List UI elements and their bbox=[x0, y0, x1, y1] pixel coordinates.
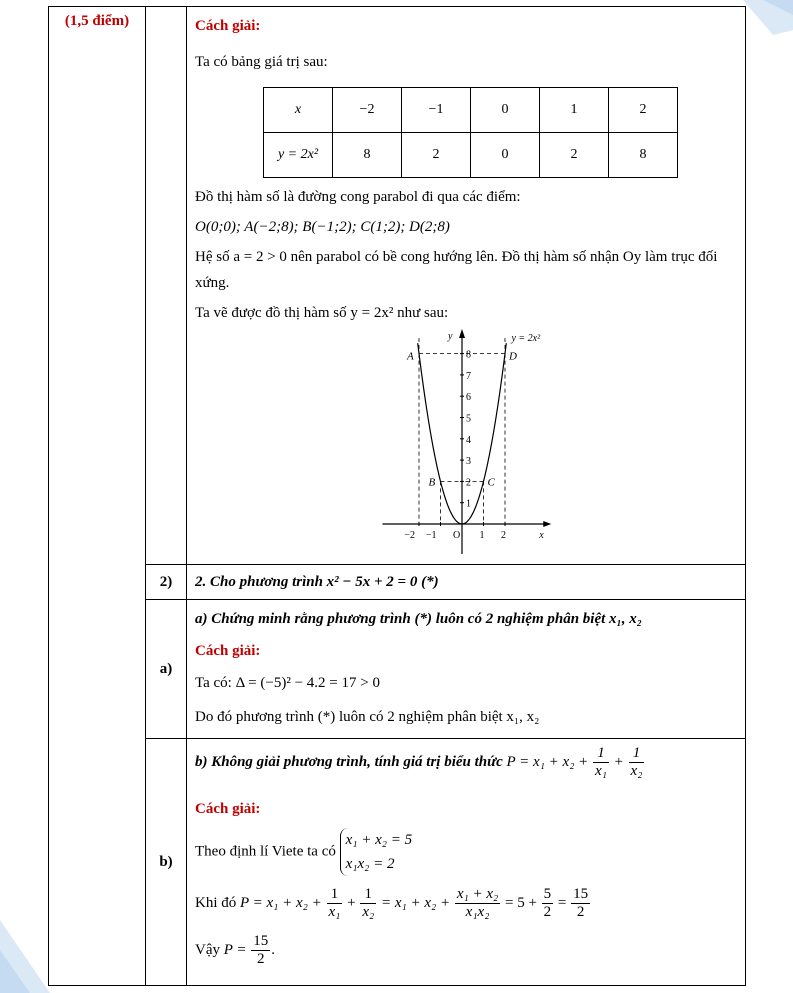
y-value: 2 bbox=[402, 133, 471, 178]
y-tick-label: 7 bbox=[466, 370, 471, 382]
part1-content bbox=[187, 7, 746, 565]
x-axis-arrow bbox=[543, 521, 551, 527]
draw-text: Ta vẽ được đồ thị hàm số y = 2x² như sau: bbox=[195, 305, 449, 321]
score-label: (1,5 điểm) bbox=[64, 13, 130, 29]
x-value: 0 bbox=[471, 88, 540, 133]
x-tick-label: 1 bbox=[479, 530, 485, 541]
coefficient-text: Hệ số a = 2 > 0 nên parabol có bề cong hướng lên. Đồ thị hàm số nhận Oy làm trục đối xứng. bbox=[195, 249, 718, 291]
point-label: D bbox=[509, 350, 517, 363]
point-label: C bbox=[487, 476, 495, 489]
qb-content bbox=[187, 739, 746, 986]
y-header: y = 2x² bbox=[264, 133, 333, 178]
y-tick-label: 6 bbox=[466, 392, 471, 404]
qa-title: a) Chứng minh rằng phương trình (*) luôn có 2 nghiệm phân biệt x₁, x₂ bbox=[195, 611, 643, 627]
function-label: y = 2x² bbox=[511, 332, 541, 344]
qb-heading: Cách giải: bbox=[195, 801, 261, 817]
x-tick-label: −1 bbox=[425, 530, 437, 541]
label-cell-empty bbox=[146, 7, 187, 565]
solution-heading: Cách giải: bbox=[195, 18, 261, 34]
viete-system: x₁ + x₂ = 5 x₁x₂ = 2 bbox=[340, 828, 413, 876]
y-axis-arrow bbox=[459, 329, 465, 338]
qb-label: b) bbox=[146, 739, 187, 986]
qa-conclusion: Do đó phương trình (*) luôn có 2 nghiệm phân biệt x₁, x₂ bbox=[195, 709, 540, 725]
score-cell bbox=[49, 7, 146, 986]
y-value: 0 bbox=[471, 133, 540, 178]
y-value: 2 bbox=[540, 133, 609, 178]
q2-label: 2) bbox=[146, 565, 187, 600]
row-part1 bbox=[49, 7, 746, 565]
parabola-chart bbox=[377, 330, 577, 554]
x-axis-label: x bbox=[539, 530, 544, 541]
viete-line: Theo định lí Viete ta có x₁ + x₂ = 5 x₁x₂ = 2 bbox=[195, 828, 737, 876]
y-tick-label: 5 bbox=[466, 413, 471, 425]
qa-content bbox=[187, 600, 746, 739]
qb-title: b) Không giải phương trình, tính giá trị biểu thức P = x₁ + x₂ + $\frac{1}{\text{x₁}}$ + $\frac{1}{\text{x₂}}$ bbox=[195, 745, 643, 779]
point-label: A bbox=[407, 350, 414, 363]
y-value: 8 bbox=[333, 133, 402, 178]
final-result: Vậy P = $\frac{15}{2}$ . bbox=[195, 933, 276, 967]
y-tick-label: 3 bbox=[466, 456, 471, 468]
x-value: −1 bbox=[402, 88, 471, 133]
x-header: x bbox=[264, 88, 333, 133]
qa-discriminant: Ta có: Δ = (−5)² − 4.2 = 17 > 0 bbox=[195, 675, 380, 691]
value-table-row-y bbox=[264, 133, 678, 178]
value-table-row-x bbox=[264, 88, 678, 133]
row-qb bbox=[49, 739, 746, 986]
y-value: 8 bbox=[609, 133, 678, 178]
value-table bbox=[263, 87, 678, 178]
row-qa bbox=[49, 600, 746, 739]
qa-label: a) bbox=[146, 600, 187, 739]
through-points-text: Đồ thị hàm số là đường cong parabol đi qua các điểm: bbox=[195, 189, 521, 205]
x-tick-label: −2 bbox=[404, 530, 415, 541]
compute-line: Khi đó P = x₁ + x₂ + $\frac{1}{\text{x₁}}$ + $\frac{1}{\text{x₂}}$ = x₁ + x₂ + $\frac{\text{x₁ + x₂}}{\text{x₁x₂}}$ = 5 + $\frac{5}{2}$ = $\frac{15}{2}$ bbox=[195, 886, 589, 920]
y-tick-label: 4 bbox=[466, 434, 471, 446]
point-label: B bbox=[428, 476, 436, 489]
solution-table bbox=[48, 6, 746, 986]
row-q2 bbox=[49, 565, 746, 600]
qa-heading: Cách giải: bbox=[195, 643, 261, 659]
y-tick-label: 2 bbox=[466, 477, 471, 489]
x-tick-label: O bbox=[453, 530, 461, 541]
y-tick-label: 8 bbox=[466, 349, 471, 361]
x-value: 1 bbox=[540, 88, 609, 133]
y-tick-label: 1 bbox=[466, 498, 471, 510]
x-value: −2 bbox=[333, 88, 402, 133]
y-axis-label: y bbox=[448, 330, 453, 342]
points-list: O(0;0); A(−2;8); B(−1;2); C(1;2); D(2;8) bbox=[195, 219, 450, 235]
x-value: 2 bbox=[609, 88, 678, 133]
intro-text: Ta có bảng giá trị sau: bbox=[195, 54, 328, 70]
x-tick-label: 2 bbox=[501, 530, 506, 541]
q2-title: 2. Cho phương trình x² − 5x + 2 = 0 (*) bbox=[195, 574, 439, 590]
q2-content bbox=[187, 565, 746, 600]
